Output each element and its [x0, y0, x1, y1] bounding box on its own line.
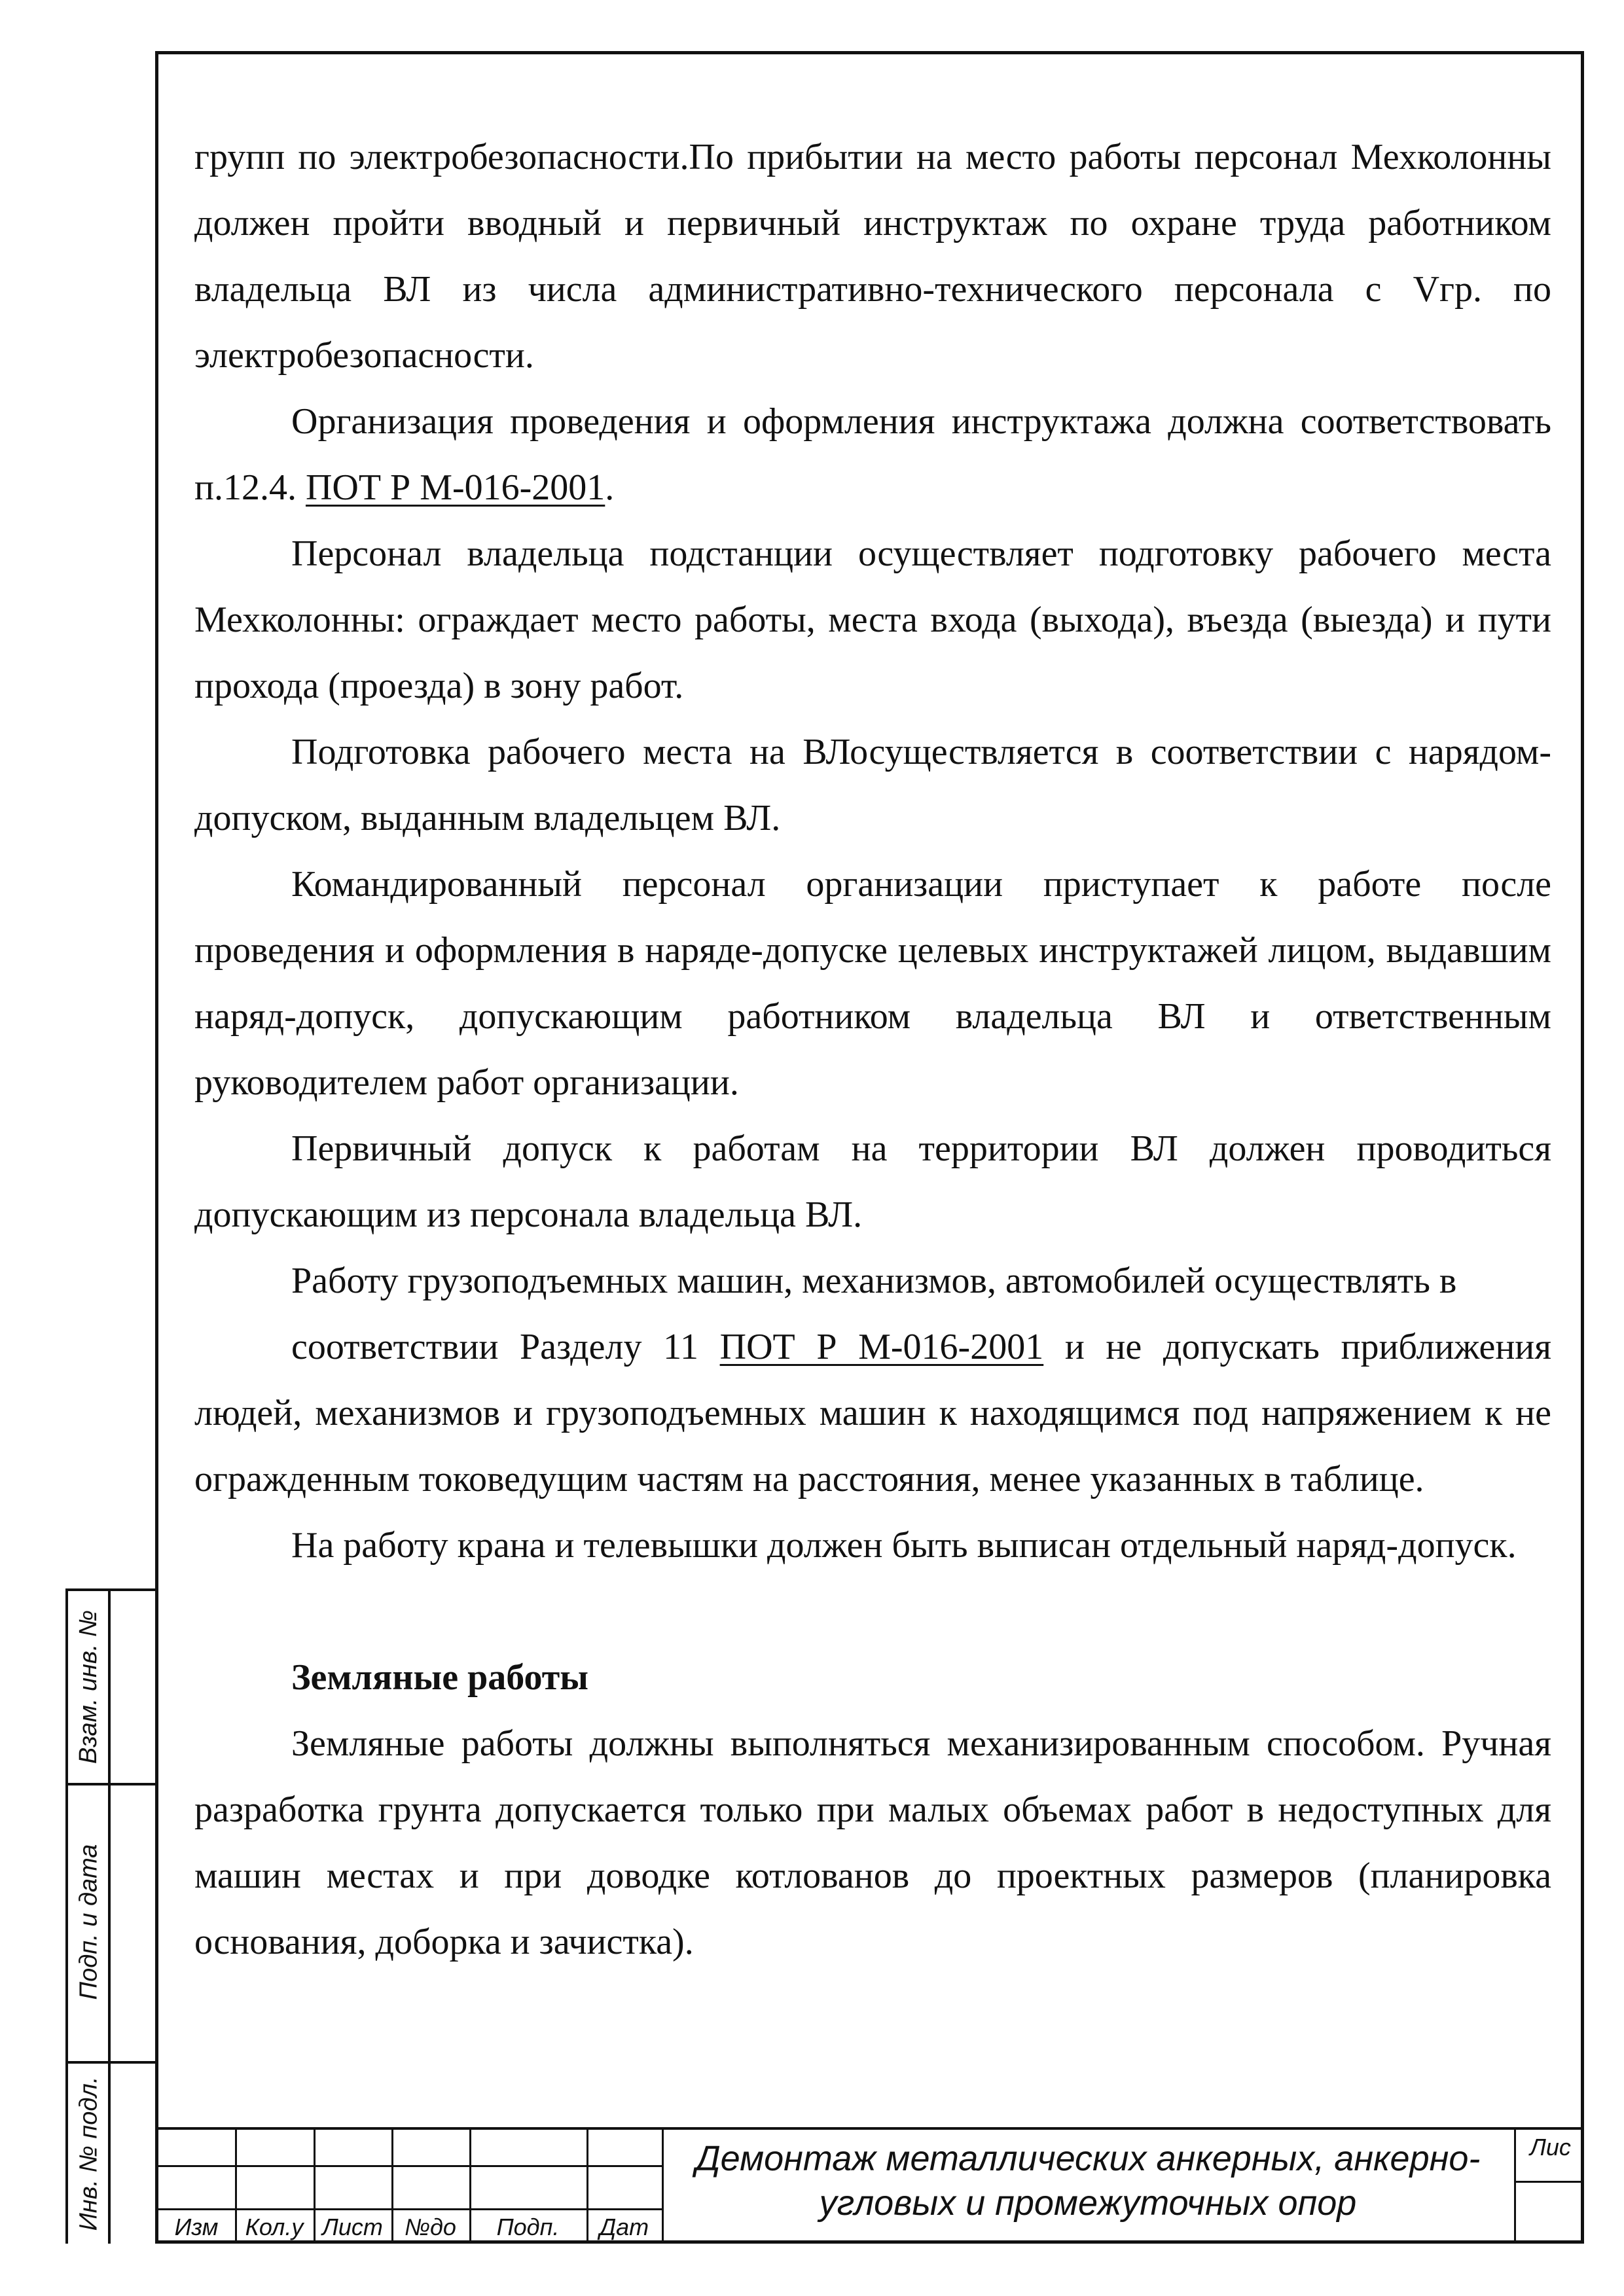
paragraph-8-start: соответствии Разделу 11 [291, 1327, 698, 1367]
title-block-row-line [158, 2208, 662, 2210]
col-signature: Подп. [496, 2214, 560, 2240]
paragraph-2-end: . [605, 467, 615, 508]
document-title [662, 2136, 1514, 2225]
paragraph-2-text: Организация проведения и оформления инструктажа должна соответствовать п.12.4. [194, 401, 1551, 508]
title-block [158, 2127, 1581, 2244]
document-body [194, 124, 1551, 1975]
side-stamp [65, 1588, 155, 2244]
document-title-line-1: Демонтаж металлических анкерных, анкерно- [695, 2139, 1481, 2178]
side-stamp-divider [108, 1591, 111, 2244]
side-label-replacement-inventory: Взам. инв. № [75, 1609, 103, 1765]
standard-reference: ПОТ Р М-016-2001 [305, 467, 605, 508]
col-document-number: №до [405, 2214, 456, 2240]
title-block-row-line [158, 2165, 662, 2167]
col-date: Дат [599, 2214, 649, 2240]
paragraph-2 [194, 389, 1551, 521]
paragraph-5: Командированный персонал организации приступает к работе после проведения и оформления в наряде-допуске целевых инструктажей лицом, выдавшим наряд-допуск, допускающим работником владельца ВЛ и ответственным руководителем работ организации. [194, 864, 1551, 1103]
standard-reference-2: ПОТ Р М-016-2001 [719, 1327, 1044, 1367]
paragraph-10: Земляные работы должны выполняться механизированным способом. Ручная разработка грунта допускается только при малых объемах работ в недоступных для машин местах и при доводке котлованов до проектных размеров (планировка основания, доборка и зачистка). [194, 1723, 1551, 1962]
paragraph-4: Подготовка рабочего места на ВЛосуществляется в соответствии с нарядом-допуском, выданным владельцем ВЛ. [194, 732, 1551, 838]
title-block-divider [1514, 2130, 1516, 2244]
side-label-signature-date: Подп. и дата [75, 1844, 103, 2000]
document-title-line-2: угловых и промежуточных опор [819, 2183, 1357, 2223]
title-block-row-line [1514, 2181, 1581, 2183]
paragraph-6: Первичный допуск к работам на территории ВЛ должен проводиться допускающим из персонала владельца ВЛ. [194, 1128, 1551, 1235]
col-sheet: Лист [322, 2214, 383, 2240]
paragraph-3: Персонал владельца подстанции осуществляет подготовку рабочего места Мехколонны: ограждает место работы, места входа (выхода), въезда (выезда) и пути прохода (проезда) в зону работ. [194, 533, 1551, 706]
paragraph-8-end: и не допускать приближения людей, механизмов и грузоподъемных машин к находящимся под напряжением к не огражденным токоведущим частям на расстояния, менее указанных в таблице. [194, 1327, 1552, 1499]
paragraph-9: На работу крана и телевышки должен быть выписан отдельный наряд-допуск. [291, 1525, 1517, 1566]
paragraph-7: Работу грузоподъемных машин, механизмов, автомобилей осуществлять в [291, 1261, 1457, 1301]
col-change: Изм [174, 2214, 219, 2240]
paragraph-1: групп по электробезопасности.По прибытии на место работы персонал Мехколонны должен пройти вводный и первичный инструктаж по охране труда работником владельца ВЛ из числа административно-технического персонала с Vгр. по электробезопасности. [194, 137, 1551, 376]
section-heading: Земляные работы [291, 1657, 589, 1698]
side-label-original-inventory: Инв. № подл. [75, 2076, 103, 2231]
paragraph-8 [194, 1314, 1551, 1513]
col-quantity: Кол.у [245, 2214, 304, 2240]
sheet-label: Лис [1530, 2134, 1571, 2161]
